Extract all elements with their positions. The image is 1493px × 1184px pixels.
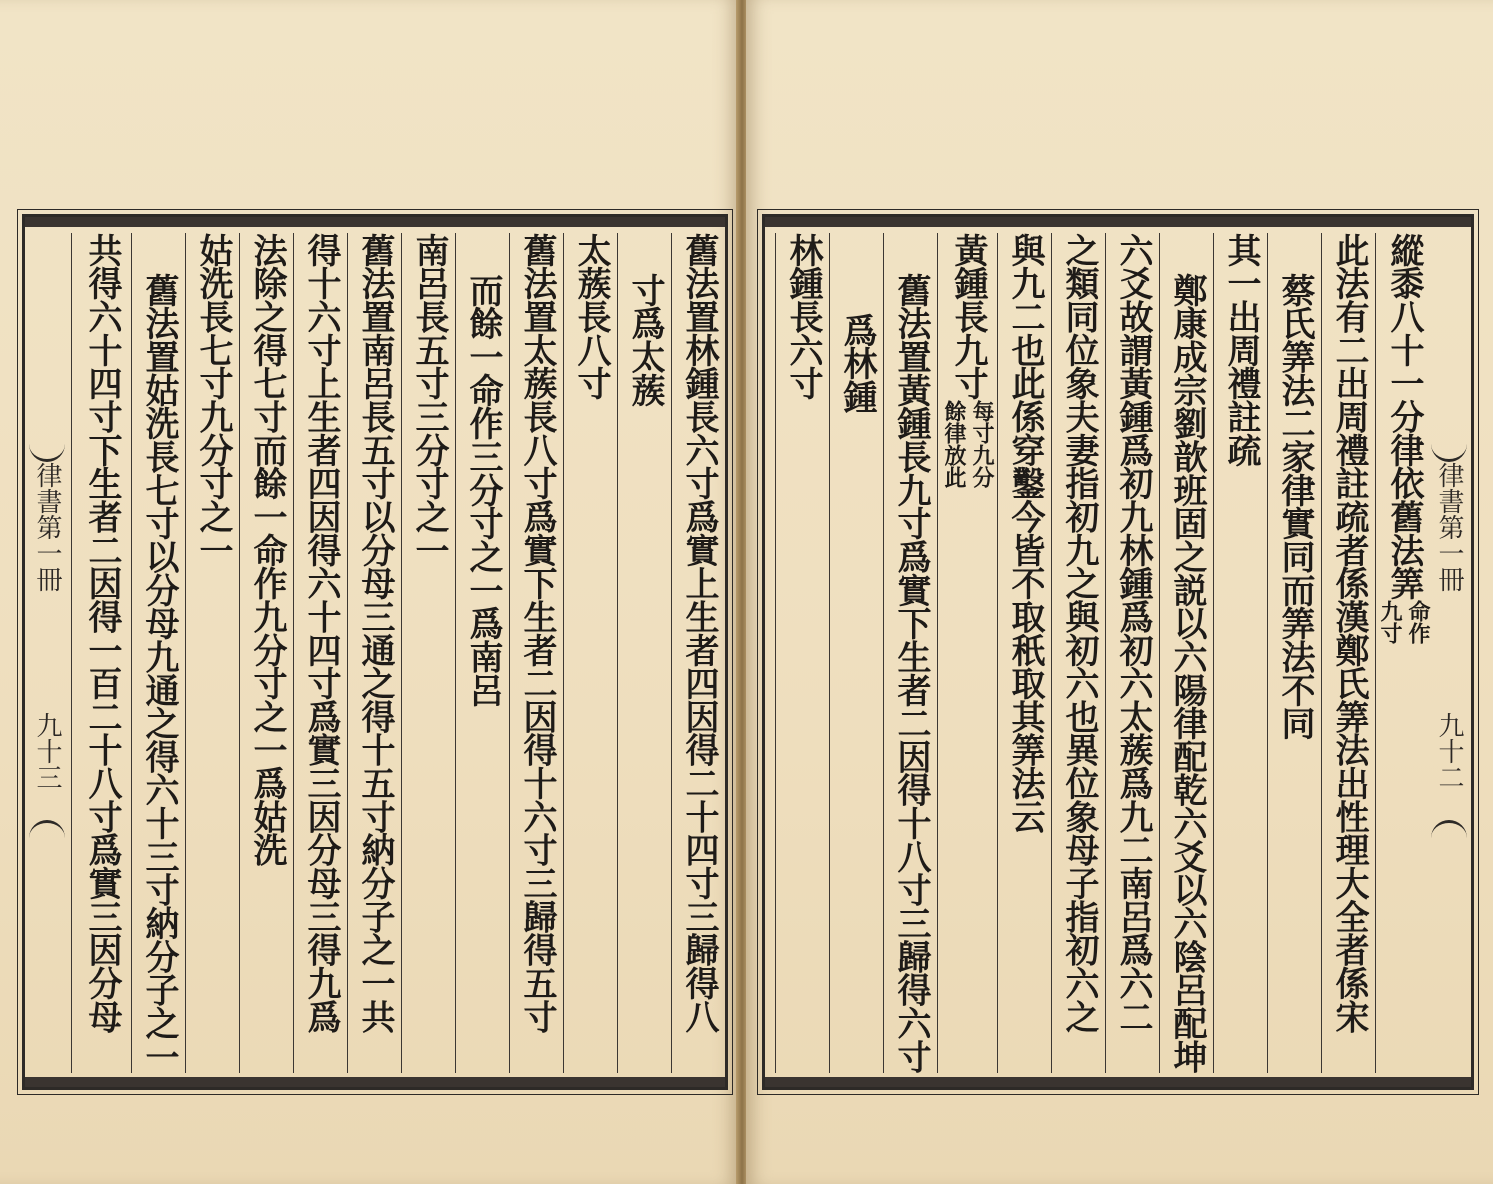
fishtail-mark-icon <box>29 423 65 462</box>
text-column: 此法有二出周禮註疏者係漢鄭氏筭法出性理大全者係宋 <box>1321 233 1376 1073</box>
text-column: 爲林鍾 <box>829 233 884 1073</box>
left-fishtail-margin <box>29 233 65 1093</box>
text-column: 其一出周禮註疏 <box>1213 233 1268 1073</box>
fishtail-mark-icon <box>1431 423 1467 462</box>
right-fishtail-margin <box>1431 233 1467 1093</box>
text-column: 林鍾長六寸 <box>775 233 830 1073</box>
fishtail-title: 律書第一冊 <box>32 462 62 592</box>
text-column: 寸爲太蔟 <box>617 233 672 1073</box>
text-column: 舊法置姑洗長七寸以分母九通之得六十三寸納分子之一 <box>131 233 186 1073</box>
text-column: 六爻故謂黃鍾爲初九林鍾爲初六太蔟爲九二南呂爲六二 <box>1105 233 1160 1073</box>
right-page-frame <box>762 214 1474 1090</box>
fishtail-mark-icon <box>29 820 65 859</box>
left-page-frame <box>22 214 728 1090</box>
frame-border <box>765 217 1471 227</box>
text-column: 法除之得七寸而餘一命作九分寸之一爲姑洗 <box>239 233 294 1073</box>
text-column: 而餘一命作三分寸之一爲南呂 <box>455 233 510 1073</box>
text-column: 南呂長五寸三分寸之一 <box>401 233 456 1073</box>
frame-border <box>765 1077 1471 1087</box>
page-number: 九十二 <box>1434 712 1464 790</box>
right-page <box>746 0 1493 1184</box>
left-page <box>0 0 738 1184</box>
text-column: 與九二也此係穿鑿今皆不取秖取其筭法云 <box>997 233 1052 1073</box>
text-column: 舊法置太蔟長八寸爲實下生者二因得十六寸三歸得五寸 <box>509 233 564 1073</box>
frame-border <box>25 217 725 227</box>
text-column: 姑洗長七寸九分寸之一 <box>185 233 240 1073</box>
text-column: 舊法置林鍾長六寸爲實上生者四因得二十四寸三歸得八 <box>671 233 726 1073</box>
interlinear-annotation: 每寸九分 餘律放此 <box>941 399 995 488</box>
text-column: 舊法置南呂長五寸以分母三通之得十五寸納分子之一共 <box>347 233 402 1073</box>
text-column: 鄭康成宗劉歆班固之説以六陽律配乾六爻以六陰呂配坤 <box>1159 233 1214 1073</box>
fishtail-title: 律書第一冊 <box>1434 462 1464 592</box>
text-column: 太蔟長八寸 <box>563 233 618 1073</box>
frame-border <box>25 1077 725 1087</box>
text-column: 之類同位象夫妻指初九之與初六也異位象母子指初六之 <box>1051 233 1106 1073</box>
text-column: 舊法置黃鍾長九寸爲實下生者二因得十八寸三歸得六寸 <box>883 233 938 1073</box>
text-column: 共得六十四寸下生者二因得一百二十八寸爲實三因分母 <box>71 233 132 1073</box>
text-column: 縱黍八十一分律依舊法筭 命作 九寸 <box>1375 233 1432 1073</box>
text-column: 得十六寸上生者四因得六十四寸爲實三因分母三得九爲 <box>293 233 348 1073</box>
interlinear-annotation: 命作 九寸 <box>1377 599 1431 644</box>
text-column: 蔡氏筭法二家律實同而筭法不同 <box>1267 233 1322 1073</box>
text-column: 黃鍾長九寸 每寸九分 餘律放此 <box>937 233 998 1073</box>
fishtail-mark-icon <box>1431 820 1467 859</box>
page-number: 九十三 <box>32 712 62 790</box>
